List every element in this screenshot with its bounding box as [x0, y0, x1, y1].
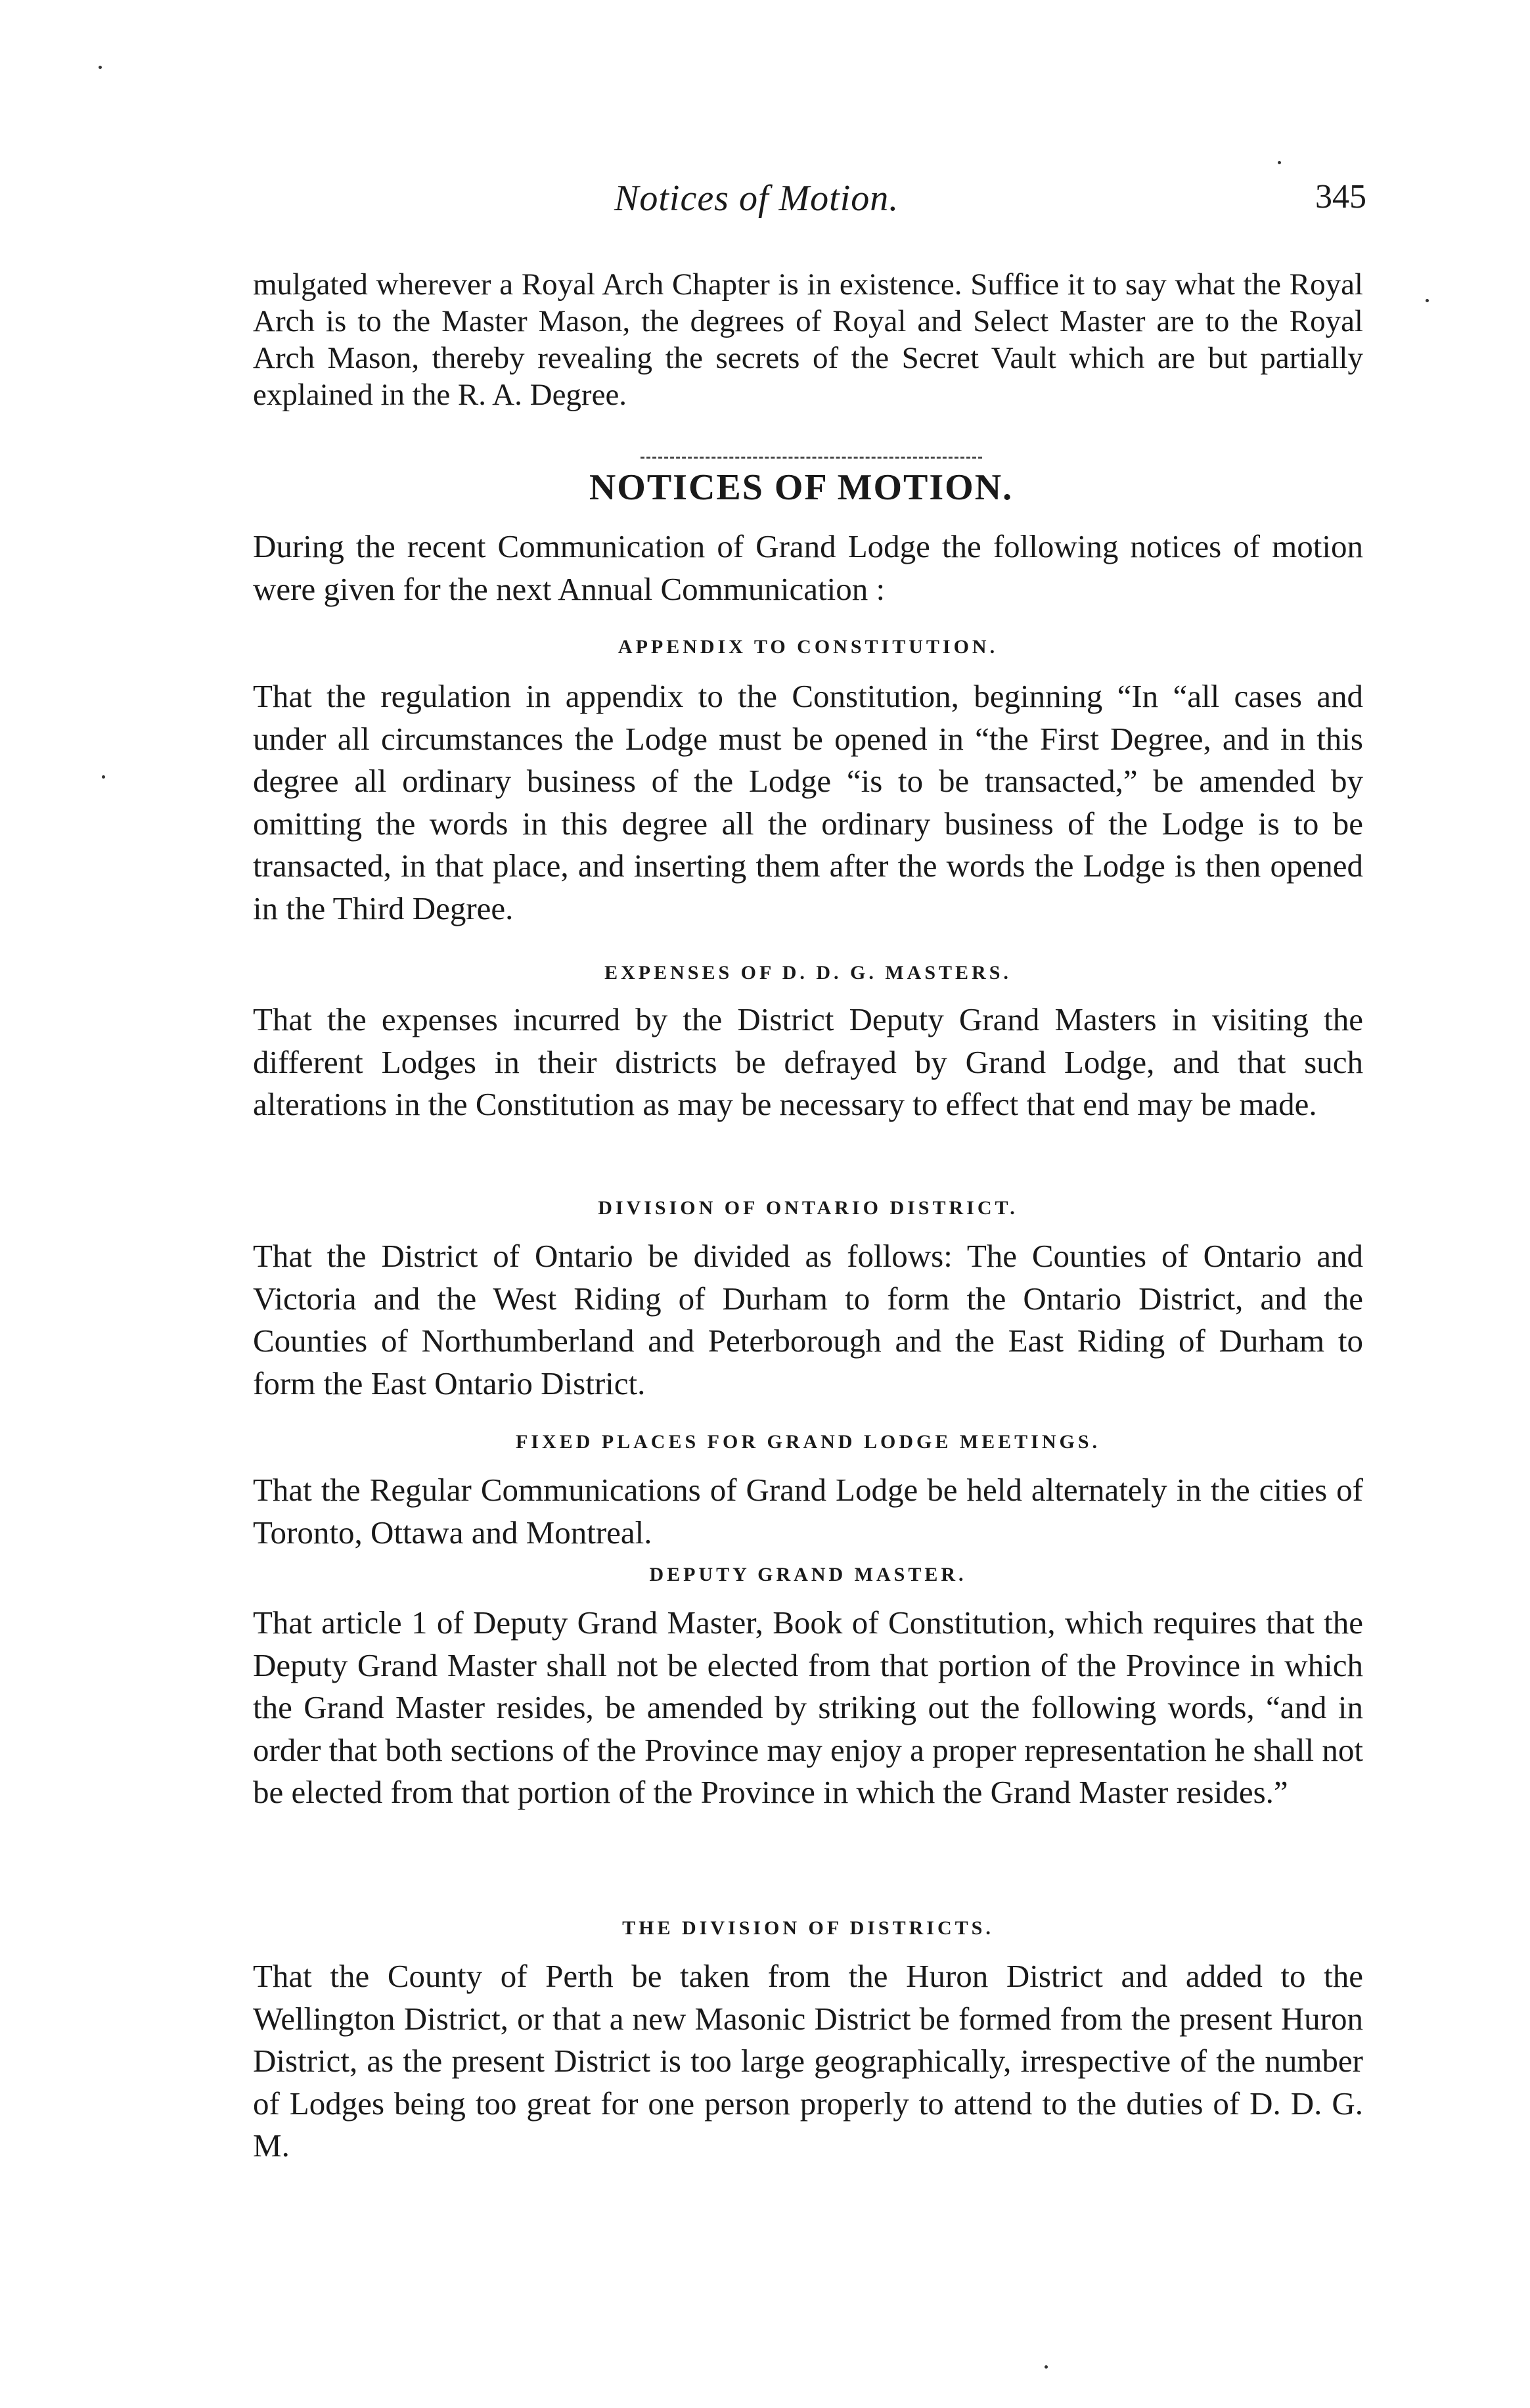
paragraph-division-of-districts: That the County of Perth be taken from the Huron District and added to the Wellington District, or that a new Masonic District be formed from the present Huron District, as the present District is too large geographically, irrespective of the number of Lodges being too great for one person properly to attend to the duties of D. D. G. M.: [253, 1958, 1363, 2164]
paragraph-expenses: That the expenses incurred by the District Deputy Grand Masters in visiting the different Lodges in their districts be defrayed by Grand Lodge, and that such alterations in the Constitution as may be necessary to effect that end may be made.: [253, 1001, 1363, 1122]
page-number: 345: [1315, 178, 1366, 216]
subheading-appendix: APPENDIX TO CONSTITUTION.: [618, 636, 999, 658]
paragraph-deputy-grand-master: That article 1 of Deputy Grand Master, Book of Constitution, which requires that the Deputy Grand Master shall not be elected from that portion of the Province in which the Grand Master resides, be amended by striking out the following words, “and in order that both sections of the Province may enjoy a proper representation he shall not be elected from that portion of the Province in which the Grand Master resides.”: [253, 1604, 1363, 1810]
paragraph-appendix: [253, 675, 1363, 930]
subheading-fixed-places: FIXED PLACES FOR GRAND LODGE MEETINGS.: [515, 1431, 1101, 1453]
section-title-text: NOTICES OF MOTION.: [589, 467, 1014, 508]
print-speck: [102, 775, 105, 779]
subheading-ontario-division: DIVISION OF ONTARIO DISTRICT.: [598, 1197, 1018, 1219]
section-divider: [641, 457, 982, 459]
print-speck: [99, 66, 102, 69]
paragraph-ontario-division: That the District of Ontario be divided as follows: The Counties of Ontario and Victoria and the West Riding of Durham to form the Ontario District, and the Counties of Northumberland and Peterborough and the East Riding of Durham to form the East Ontario District.: [253, 1238, 1363, 1401]
intro-paragraph: mulgated wherever a Royal Arch Chapter is in existence. Suffice it to say what the Royal Arch is to the Master Mason, the degrees of Royal and Select Master are to the Royal Arch Mason, thereby revealing the secrets of the Secret Vault which are but partially explained in the R. A. Degree.: [253, 267, 1363, 412]
section-title: [0, 466, 1530, 509]
subheading-expenses: EXPENSES OF D. D. G. MASTERS.: [604, 962, 1012, 984]
paragraph-appendix-text: That the regulation in appendix to the Constitution, beginning “In “all cases and under all circumstances the Lodge must be opened in “the First Degree, and in this degree all ordinary business of the Lodge “is to be transacted,” be amended by omitting the words in this degree all the ordinary business of the Lodge is to be transacted, in that place, and inserting them after the words the Lodge is then opened in the Third Degree.: [253, 678, 1363, 926]
subheading-deputy-grand-master: DEPUTY GRAND MASTER.: [649, 1564, 967, 1585]
print-speck: [1278, 161, 1281, 164]
print-speck: [1426, 299, 1429, 302]
running-title: Notices of Motion.: [614, 178, 899, 219]
paragraph-fixed-places: That the Regular Communications of Grand Lodge be held alternately in the cities of Toronto, Ottawa and Montreal.: [253, 1472, 1363, 1551]
lead-paragraph: During the recent Communication of Grand Lodge the following notices of motion were given for the next Annual Communication :: [253, 528, 1363, 607]
running-head: [250, 177, 1366, 230]
print-speck: [1045, 2365, 1048, 2369]
subheading-division-of-districts: THE DIVISION OF DISTRICTS.: [622, 1917, 994, 1939]
